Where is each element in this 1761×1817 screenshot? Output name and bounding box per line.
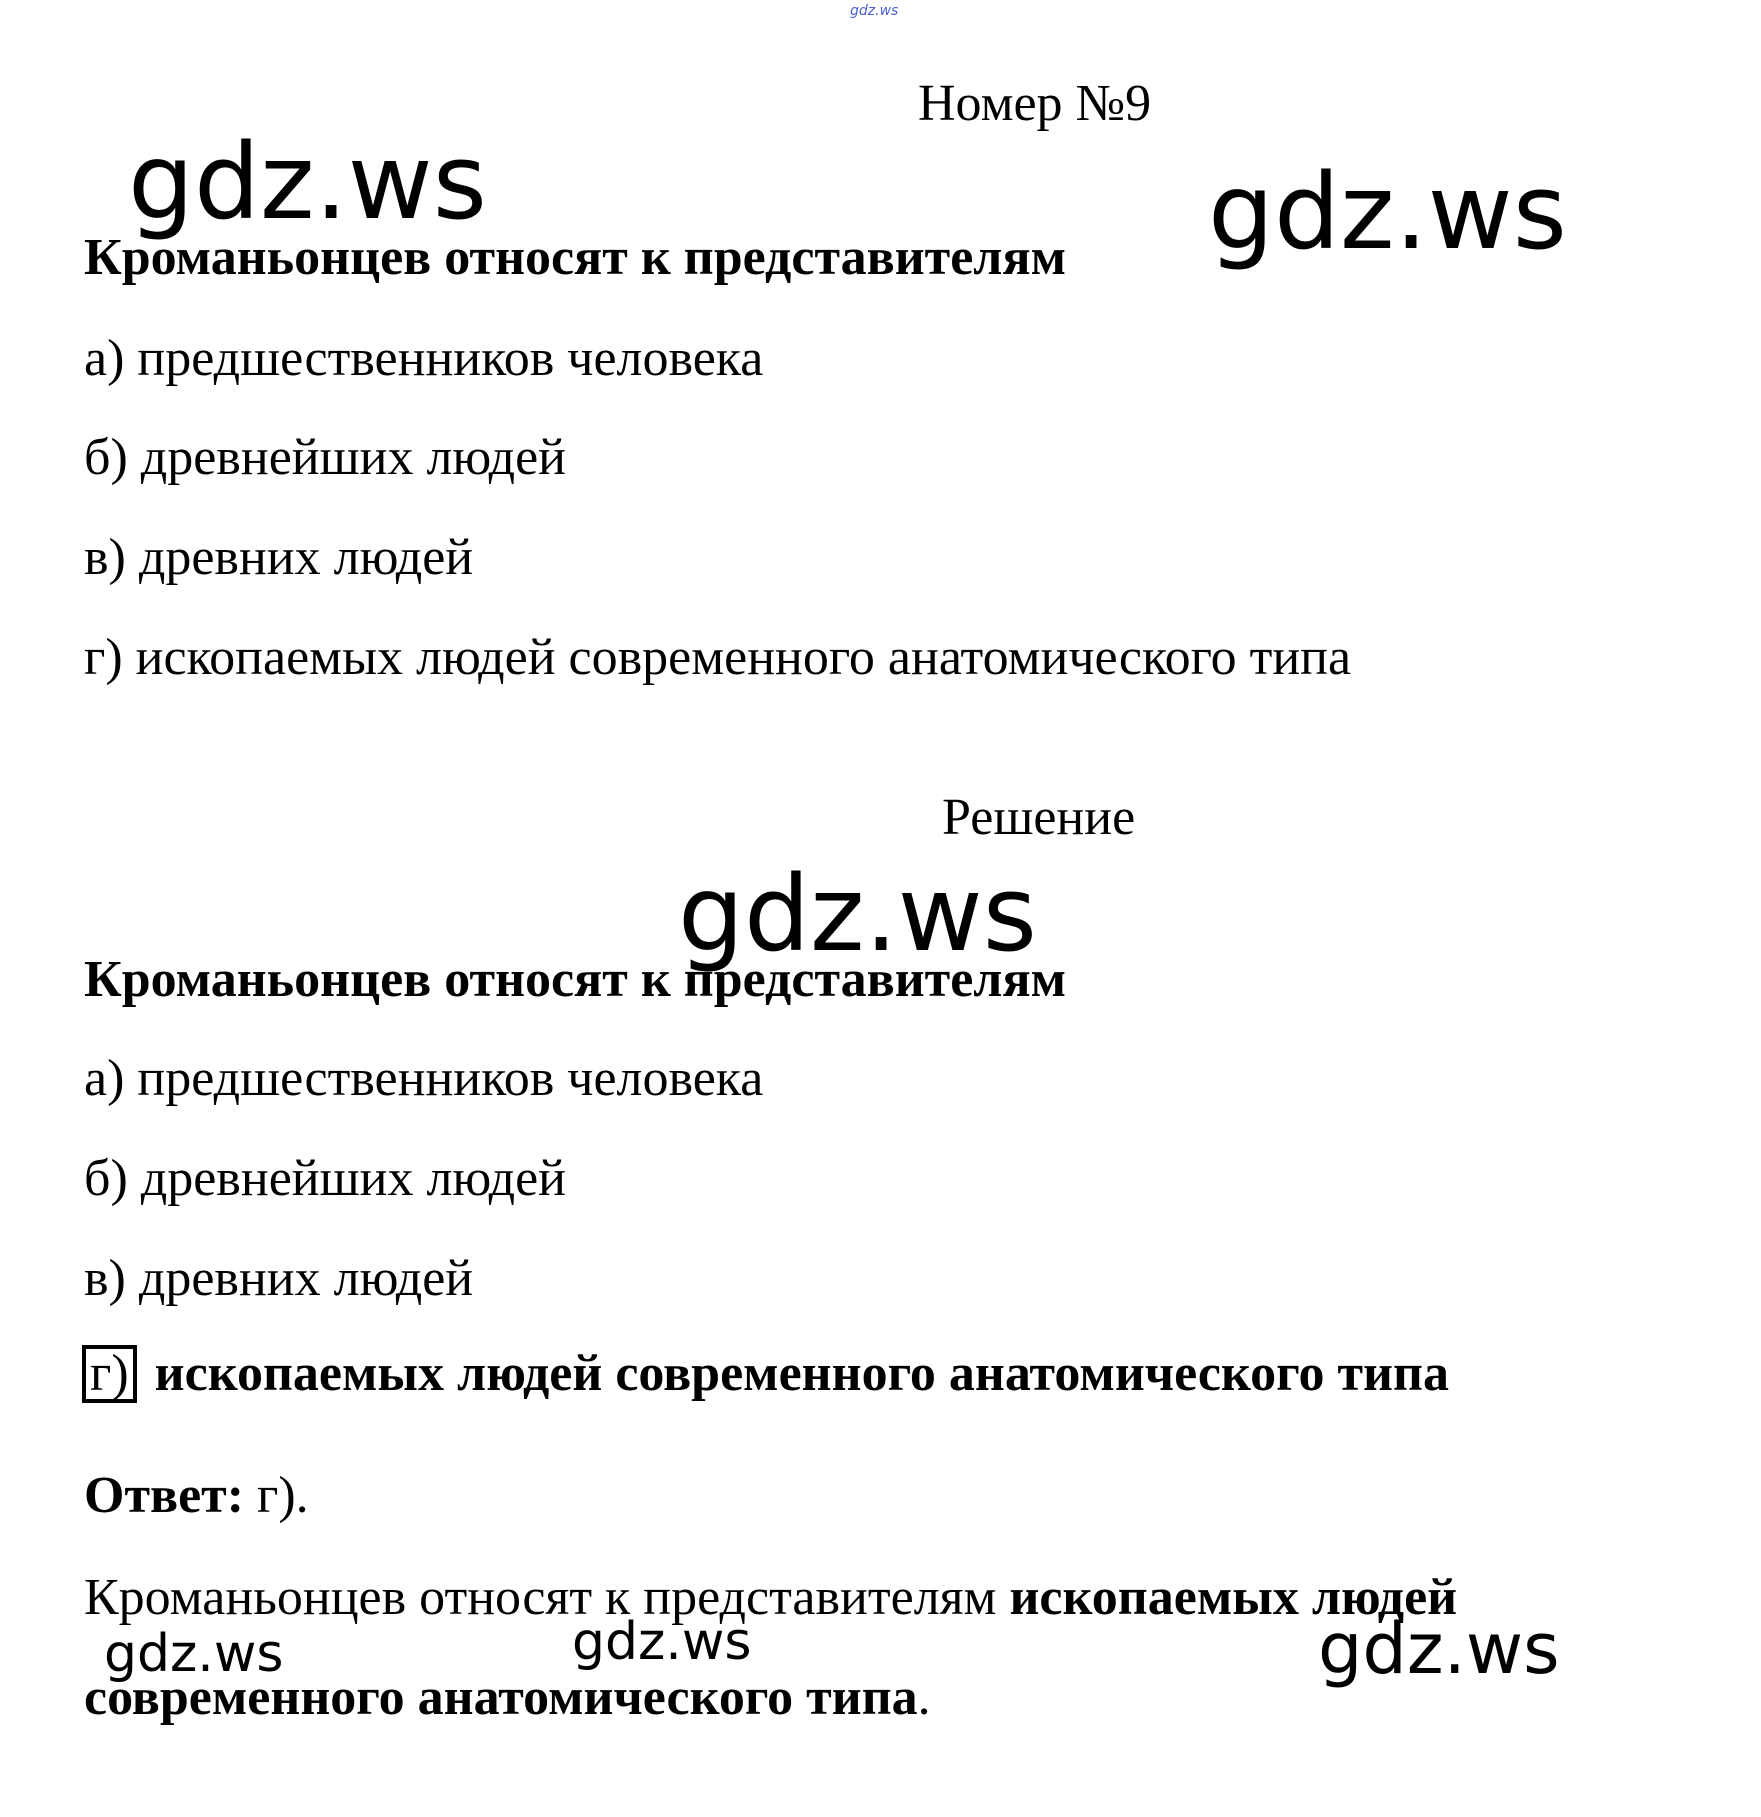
- page-title: Номер №9: [918, 75, 1152, 132]
- answer-option-text: ископаемых людей современного анатомического типа: [154, 1345, 1449, 1402]
- watermark: gdz.ws: [1318, 1608, 1560, 1690]
- answer-line: [84, 1467, 309, 1524]
- explanation-bold-1: ископаемых людей: [1009, 1569, 1458, 1626]
- solution-option-b: б) древнейших людей: [84, 1150, 566, 1207]
- explanation-line-1: [84, 1569, 1458, 1626]
- question-text: Кроманьонцев относят к представителям: [84, 229, 1067, 286]
- watermark: gdz.ws: [128, 121, 487, 243]
- option-c: в) древних людей: [84, 529, 474, 586]
- solution-option-a: а) предшественников человека: [84, 1050, 764, 1107]
- solution-heading: Решение: [942, 789, 1136, 846]
- option-d: г) ископаемых людей современного анатомического типа: [84, 629, 1352, 686]
- watermark: gdz.ws: [572, 1612, 752, 1672]
- answer-marker-box: г): [82, 1345, 137, 1403]
- answer-label: Ответ:: [84, 1467, 245, 1524]
- watermark: gdz.ws: [1208, 151, 1567, 273]
- watermark: gdz.ws: [104, 1624, 284, 1684]
- solution-option-c: в) древних людей: [84, 1250, 474, 1307]
- watermark: gdz.ws: [678, 853, 1037, 975]
- explanation-end: .: [917, 1669, 931, 1726]
- option-b: б) древнейших людей: [84, 429, 566, 486]
- solution-question-text: Кроманьонцев относят к представителям: [84, 951, 1067, 1008]
- solution-answer-option: [82, 1345, 1449, 1403]
- explanation-bold-2: современного анатомического типа: [84, 1669, 918, 1726]
- option-a: а) предшественников человека: [84, 330, 764, 387]
- explanation-plain: Кроманьонцев относят к представителям: [84, 1569, 1010, 1626]
- answer-value: г).: [244, 1467, 309, 1524]
- watermark-small: gdz.ws: [850, 3, 899, 19]
